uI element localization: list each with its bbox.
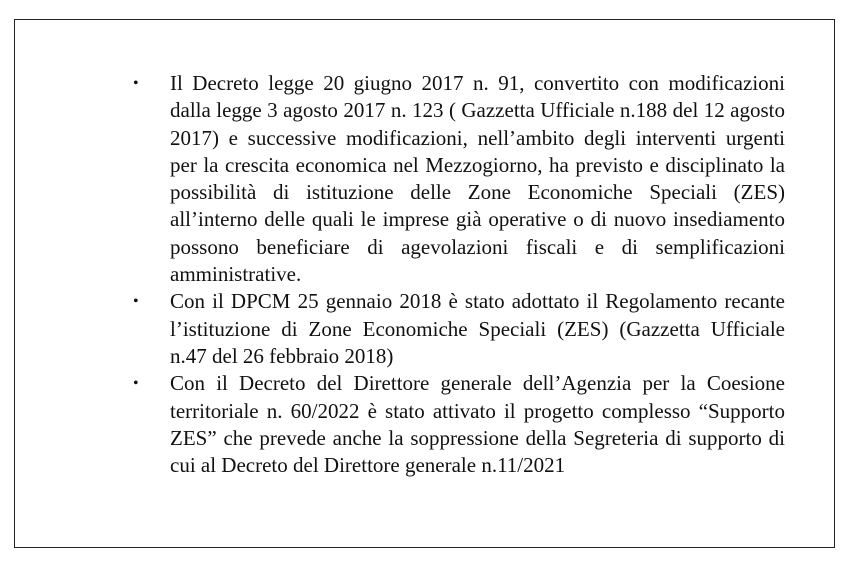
bullet-text-decreto-direttore: Con il Decreto del Direttore generale dell’Agenzia per la Coesione territoriale n. 60/2022 è stato attivato il progetto complesso “Supporto ZES” che prevede anche la soppressione della Segreteria di supporto di cui al Decreto del Direttore generale n.11/2021 xyxy=(170,371,785,478)
bullet-item-decreto-direttore xyxy=(127,370,785,479)
bullet-list xyxy=(127,70,785,479)
bullet-item-decreto-legge xyxy=(127,70,785,288)
bullet-marker: • xyxy=(133,375,139,393)
bullet-text-decreto-legge: Il Decreto legge 20 giugno 2017 n. 91, convertito con modificazioni dalla legge 3 agosto 2017 n. 123 ( Gazzetta Ufficiale n.188 del 12 agosto 2017) e successive modificazioni, nell’ambito degli interventi urgenti per la crescita economica nel Mezzogiorno, ha previsto e disciplinato la possibilità di istituzione delle Zone Economiche Speciali (ZES) all’interno delle quali le imprese già operative o di nuovo insediamento possono beneficiare di agevolazioni fiscali e di semplificazioni amministrative. xyxy=(170,71,785,287)
bullet-item-dpcm xyxy=(127,288,785,370)
document-frame xyxy=(14,19,835,548)
bullet-text-dpcm: Con il DPCM 25 gennaio 2018 è stato adottato il Regolamento recante l’istituzione di Zone Economiche Speciali (ZES) (Gazzetta Ufficiale n.47 del 26 febbraio 2018) xyxy=(170,289,785,368)
bullet-marker: • xyxy=(133,293,139,311)
bullet-marker: • xyxy=(133,75,139,92)
